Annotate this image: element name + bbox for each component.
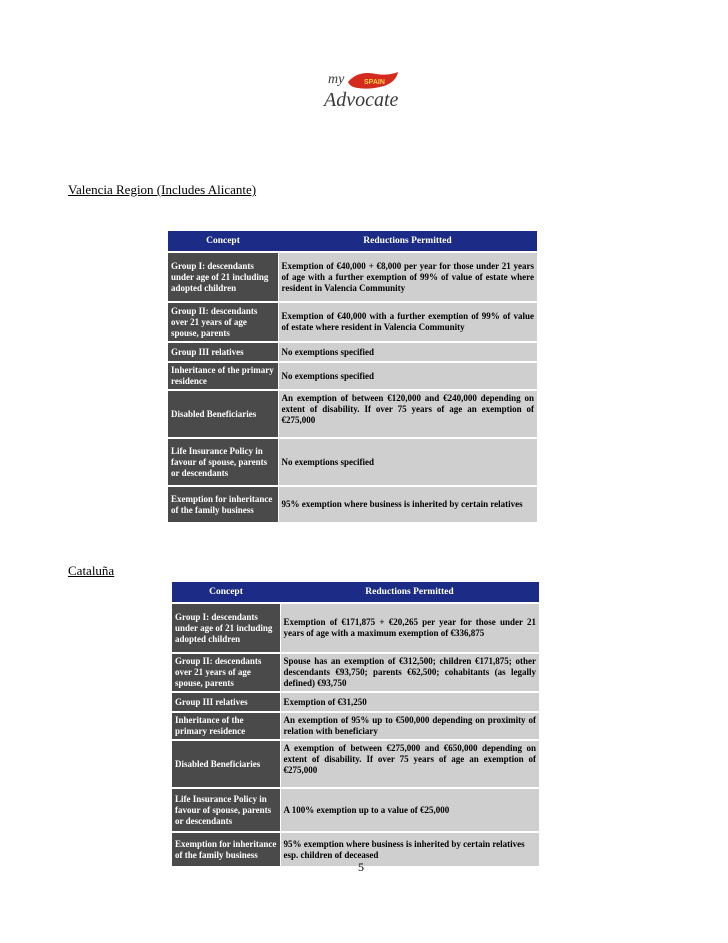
concept-cell: Group II: descendants over 21 years of age spouse, parents bbox=[168, 302, 278, 342]
concept-cell: Exemption for inheritance of the family business bbox=[172, 832, 280, 866]
concept-cell: Inheritance of the primary residence bbox=[168, 362, 278, 390]
table-row bbox=[172, 692, 539, 712]
reduction-cell: Spouse has an exemption of €312,500; children €171,875; other descendants €93,750; parents €62,500; cohabitants (as legally defined) €93,750 bbox=[280, 653, 539, 692]
table-row bbox=[168, 342, 537, 362]
reduction-cell: An exemption of between €120,000 and €240,000 depending on extent of disability. If over 75 years of age an exemption of €275,000 bbox=[278, 390, 537, 438]
table-row bbox=[168, 390, 537, 438]
concept-cell: Group II: descendants over 21 years of age spouse, parents bbox=[172, 653, 280, 692]
section-title-cataluna: Cataluña bbox=[68, 563, 115, 578]
concept-cell: Life Insurance Policy in favour of spouse, parents or descendants bbox=[168, 438, 278, 486]
concept-cell: Disabled Beneficiaries bbox=[168, 390, 278, 438]
table-row bbox=[168, 252, 537, 302]
table-row bbox=[172, 712, 539, 740]
concept-cell: Group I: descendants under age of 21 including adopted children bbox=[168, 252, 278, 302]
concept-cell: Inheritance of the primary residence bbox=[172, 712, 280, 740]
reduction-cell: An exemption of 95% up to €500,000 depending on proximity of relation with beneficiary bbox=[280, 712, 539, 740]
concept-cell: Group III relatives bbox=[172, 692, 280, 712]
concept-cell: Life Insurance Policy in favour of spouse, parents or descendants bbox=[172, 788, 280, 832]
table-header-row bbox=[172, 582, 539, 603]
concept-cell: Group III relatives bbox=[168, 342, 278, 362]
table-row bbox=[172, 740, 539, 788]
column-header-concept: Concept bbox=[168, 231, 278, 252]
logo-badge-text: SPAIN bbox=[364, 79, 385, 86]
reduction-cell: No exemptions specified bbox=[278, 342, 537, 362]
reduction-cell: A 100% exemption up to a value of €25,000 bbox=[280, 788, 539, 832]
reduction-cell: 95% exemption where business is inherited by certain relatives esp. children of deceased bbox=[280, 832, 539, 866]
reduction-cell: No exemptions specified bbox=[278, 362, 537, 390]
my-spain-advocate-logo bbox=[318, 66, 408, 114]
reduction-cell: A exemption of between €275,000 and €650,000 depending on extent of disability. If over 75 years of age an exemption of €275,000 bbox=[280, 740, 539, 788]
table-row bbox=[172, 653, 539, 692]
reduction-cell: No exemptions specified bbox=[278, 438, 537, 486]
logo-top-text: my bbox=[328, 72, 345, 87]
reduction-cell: Exemption of €40,000 with a further exemption of 99% of value of estate where resident in Valencia Community bbox=[278, 302, 537, 342]
table-valencia bbox=[168, 231, 537, 522]
table-row bbox=[168, 486, 537, 522]
column-header-reductions: Reductions Permitted bbox=[278, 231, 537, 252]
reduction-cell: Exemption of €40,000 + €8,000 per year for those under 21 years of age with a further exemption of 99% of value of estate where resident in Valencia Community bbox=[278, 252, 537, 302]
reduction-cell: Exemption of €171,875 + €20,265 per year for those under 21 years of age with a maximum exemption of €336,875 bbox=[280, 603, 539, 653]
page-number: 5 bbox=[358, 860, 364, 874]
table-row bbox=[172, 788, 539, 832]
table-header-row bbox=[168, 231, 537, 252]
logo-main-text: Advocate bbox=[324, 89, 399, 111]
table-row bbox=[168, 438, 537, 486]
reduction-cell: Exemption of €31,250 bbox=[280, 692, 539, 712]
concept-cell: Group I: descendants under age of 21 including adopted children bbox=[172, 603, 280, 653]
table-cataluna bbox=[172, 582, 539, 866]
concept-cell: Disabled Beneficiaries bbox=[172, 740, 280, 788]
concept-cell: Exemption for inheritance of the family business bbox=[168, 486, 278, 522]
table-row bbox=[168, 362, 537, 390]
column-header-reductions: Reductions Permitted bbox=[280, 582, 539, 603]
table-row bbox=[172, 832, 539, 866]
table-row bbox=[172, 603, 539, 653]
table-row bbox=[168, 302, 537, 342]
column-header-concept: Concept bbox=[172, 582, 280, 603]
reduction-cell: 95% exemption where business is inherited by certain relatives bbox=[278, 486, 537, 522]
section-title-valencia: Valencia Region (Includes Alicante) bbox=[68, 182, 257, 197]
